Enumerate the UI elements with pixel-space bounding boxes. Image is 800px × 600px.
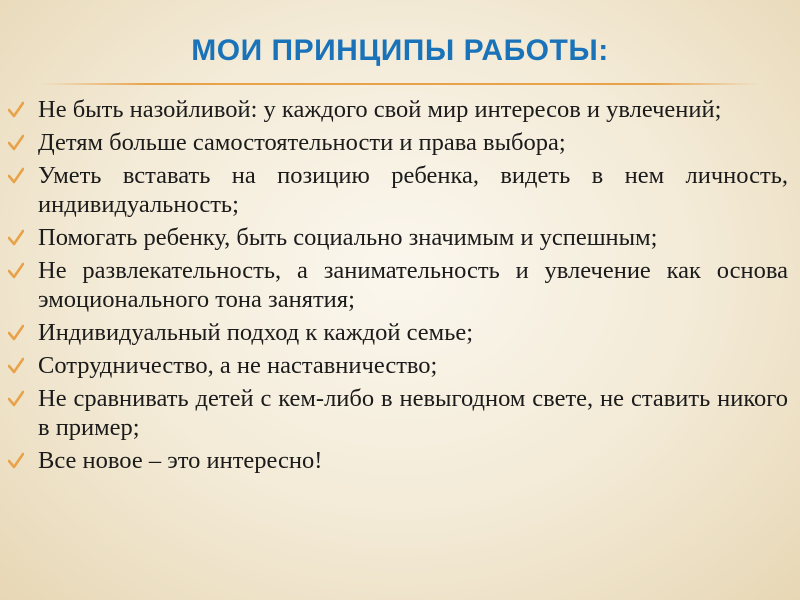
list-item xyxy=(0,161,800,219)
checkmark-icon xyxy=(8,167,24,185)
checkmark-icon xyxy=(8,452,24,470)
slide-title: МОИ ПРИНЦИПЫ РАБОТЫ: xyxy=(191,34,609,67)
list-item-text: Сотрудничество, а не наставничество; xyxy=(38,352,438,379)
checkmark-icon xyxy=(8,324,24,342)
list-item xyxy=(0,128,800,157)
list-item xyxy=(0,95,800,124)
list-item xyxy=(0,223,800,252)
list-item-text: Не сравнивать детей с кем-либо в невыгодном свете, не ставить никого в пример; xyxy=(38,385,788,441)
title-divider xyxy=(40,83,760,85)
list-item xyxy=(0,446,800,475)
list-item-text: Все новое – это интересно! xyxy=(38,447,323,474)
list-item xyxy=(0,384,800,442)
list-item-text: Не развлекательность, а занимательность и увлечение как основа эмоционального тона занятия; xyxy=(38,257,788,313)
list-item xyxy=(0,256,800,314)
list-item xyxy=(0,318,800,347)
list-item-text: Помогать ребенку, быть социально значимым и успешным; xyxy=(38,224,658,251)
list-item-text: Не быть назойливой: у каждого свой мир интересов и увлечений; xyxy=(38,96,722,123)
list-item-text: Индивидуальный подход к каждой семье; xyxy=(38,319,474,346)
checkmark-icon xyxy=(8,134,24,152)
checkmark-icon xyxy=(8,357,24,375)
list-item-text: Уметь вставать на позицию ребенка, видеть в нем личность, индивидуальность; xyxy=(38,162,788,218)
checkmark-icon xyxy=(8,390,24,408)
checkmark-icon xyxy=(8,229,24,247)
checkmark-icon xyxy=(8,101,24,119)
list-item-text: Детям больше самостоятельности и права выбора; xyxy=(38,129,566,156)
principles-list xyxy=(0,95,800,479)
checkmark-icon xyxy=(8,262,24,280)
list-item xyxy=(0,351,800,380)
